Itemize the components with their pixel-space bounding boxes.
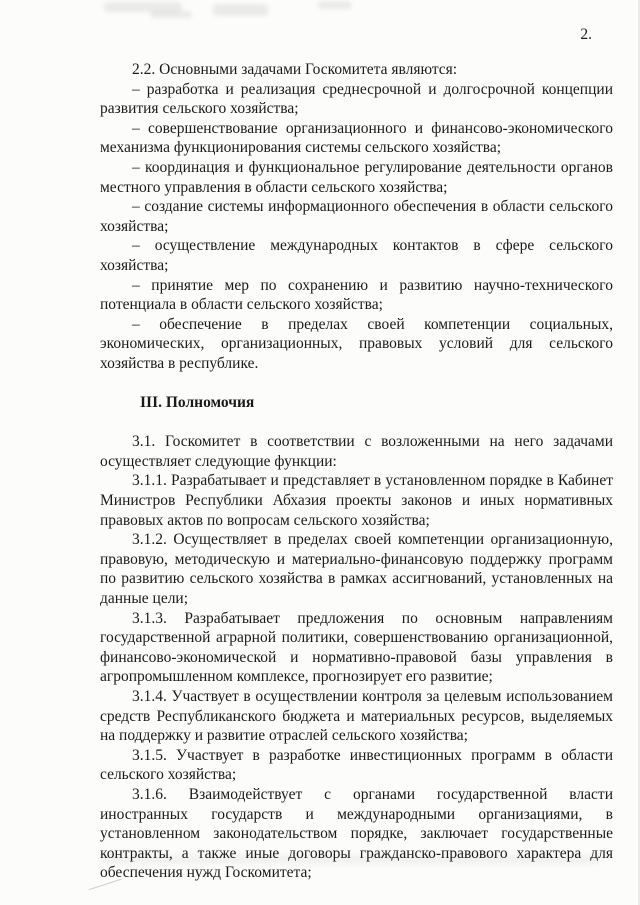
list-item: – совершенствование организационного и финансово-экономического механизма функционирования системы сельского хозяйства; — [100, 119, 613, 157]
scan-artifact — [150, 11, 192, 18]
page-number: 2. — [580, 26, 592, 43]
list-item: – принятие мер по сохранению и развитию научно-технического потенциала в области сельского хозяйства; — [100, 276, 613, 314]
section-heading: III. Полномочия — [140, 394, 255, 412]
document-body — [100, 60, 613, 883]
list-item: – разработка и реализация среднесрочной и долгосрочной концепции развития сельского хозяйства; — [100, 80, 613, 118]
document-paragraph: 2.2. Основными задачами Госкомитета являются: — [132, 61, 458, 78]
scan-artifact — [104, 2, 182, 12]
document-paragraph: 3.1.5. Участвует в разработке инвестиционных программ в области сельского хозяйства; — [100, 746, 613, 784]
document-paragraph: 3.1.1. Разрабатывает и представляет в установленном порядке в Кабинет Министров Республики Абхазия проекты законов и иных нормативных правовых актов по вопросам сельского хозяйства; — [100, 472, 613, 529]
document-paragraph: 3.1.2. Осуществляет в пределах своей компетенции организационную, правовую, методическую и материально-финансовую поддержку программ по развитию сельского хозяйства в рамках ассигнований, установленных на данные цели; — [100, 531, 613, 608]
list-item: – создание системы информационного обеспечения в области сельского хозяйства; — [100, 198, 613, 235]
list-item: – координация и функциональное регулирование деятельности органов местного управления в области сельского хозяйства; — [100, 158, 613, 196]
document-paragraph: 3.1. Госкомитет в соответствии с возложенными на него задачами осуществляет следующие функции: — [100, 433, 613, 470]
scan-artifact — [318, 1, 352, 9]
list-item: – обеспечение в пределах своей компетенции социальных, экономических, организационных, правовых условий для сельского хозяйства в республике. — [100, 315, 613, 372]
document-paragraph: 3.1.4. Участвует в осуществлении контроля за целевым использованием средств Республиканского бюджета и материальных ресурсов, выделяемых на поддержку и развитие отраслей сельского хозяйства; — [100, 688, 613, 745]
document-paragraph: 3.1.6. Взаимодействует с органами государственной власти иностранных государств и международными организациями, в установленном законодательством порядке, заключает государственные контракты, а также иные договоры гражданско-правового характера для обеспечения нужд Госкомитета; — [100, 785, 613, 882]
document-paragraph: 3.1.3. Разрабатывает предложения по основным направлениям государственной аграрной политики, совершенствованию организационной, финансово-экономической и нормативно-правовой базы управления в агропромышленном комплексе, прогнозирует его развитие; — [100, 609, 613, 686]
list-item: – осуществление международных контактов в сфере сельского хозяйства; — [100, 237, 613, 274]
scan-artifact — [213, 4, 268, 16]
